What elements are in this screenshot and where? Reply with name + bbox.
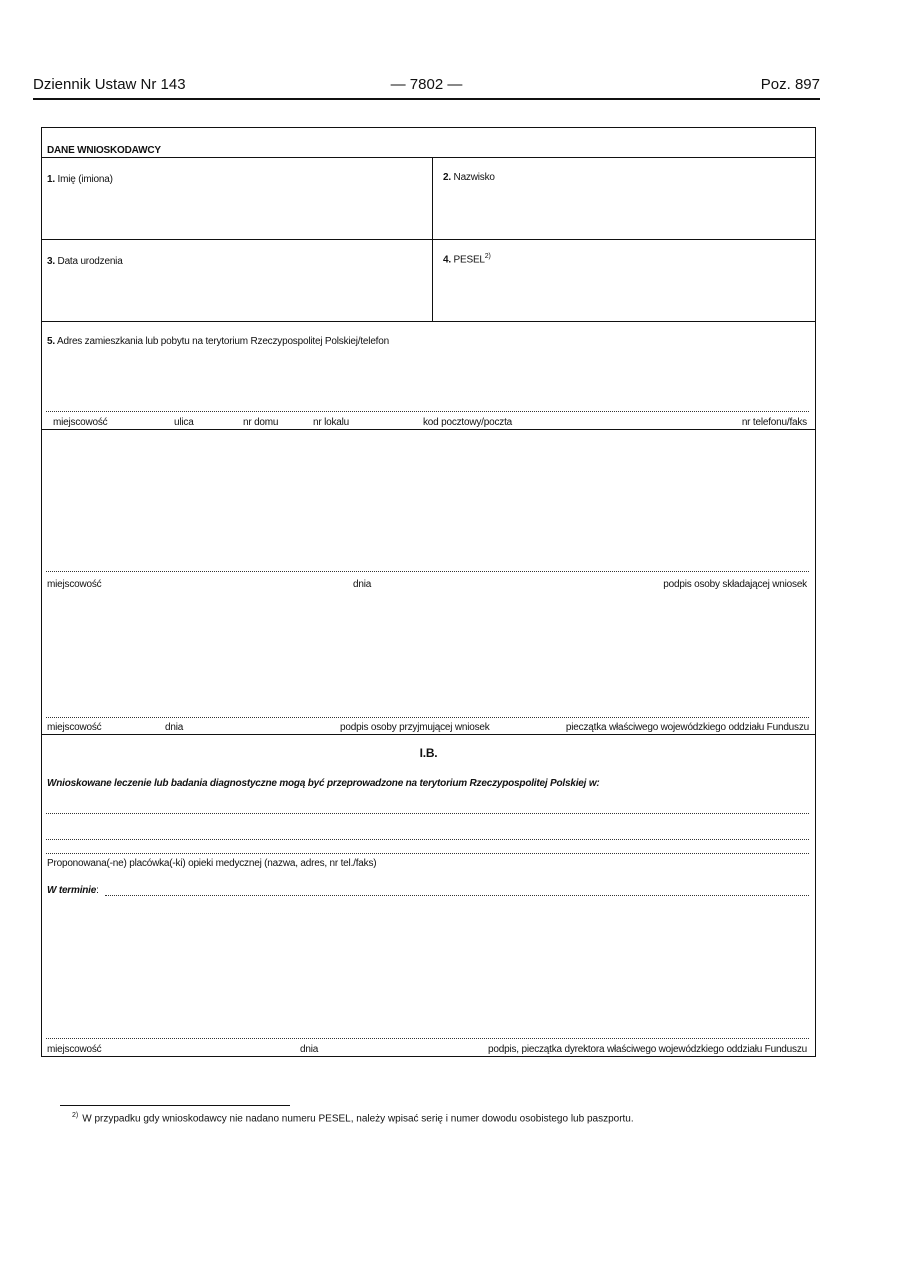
divider xyxy=(42,429,815,430)
term-colon: : xyxy=(96,885,99,896)
director-signature: podpis, pieczątka dyrektora właściwego wojewódzkiego oddziału Funduszu xyxy=(488,1044,807,1055)
field-number: 1. xyxy=(47,174,55,185)
page-header xyxy=(33,76,820,100)
term-field[interactable] xyxy=(47,885,99,896)
divider xyxy=(42,157,815,158)
field-pesel[interactable] xyxy=(443,253,491,265)
address-col-street: ulica xyxy=(174,417,194,428)
applicant-sign-date: dnia xyxy=(353,579,372,590)
position-number: Poz. 897 xyxy=(760,76,820,93)
field-label: Adres zamieszkania lub pobytu na terytorium Rzeczypospolitej Polskiej/telefon xyxy=(56,336,389,347)
address-col-place: miejscowość xyxy=(53,417,108,428)
facility-label: Proponowana(-ne) placówka(-ki) opieki medycznej (nazwa, adres, nr tel./faks) xyxy=(47,858,377,869)
divider xyxy=(42,321,815,322)
page-number: — 7802 — xyxy=(390,76,463,93)
application-form xyxy=(41,127,816,1057)
address-col-flat: nr lokalu xyxy=(313,417,349,428)
field-number: 2. xyxy=(443,172,451,183)
address-dotted-line xyxy=(46,411,809,412)
applicant-signature: podpis osoby składającej wniosek xyxy=(663,579,807,590)
field-label: Nazwisko xyxy=(453,172,495,183)
field-birth-date[interactable] xyxy=(47,256,123,267)
address-col-house: nr domu xyxy=(243,417,279,428)
footnote-mark: 2) xyxy=(72,1112,79,1119)
ib-statement: Wnioskowane leczenie lub badania diagnostyczne mogą być przeprowadzone na terytorium Rzeczypospolitej Polskiej w: xyxy=(47,778,600,789)
applicant-sign-place: miejscowość xyxy=(47,579,102,590)
field-number: 3. xyxy=(47,256,55,267)
term-label: W terminie xyxy=(47,885,97,896)
section-title-applicant: DANE WNIOSKODAWCY xyxy=(47,145,161,156)
term-dotted-line[interactable] xyxy=(105,895,809,896)
section-title-ib: I.B. xyxy=(419,746,438,760)
director-sign-date: dnia xyxy=(300,1044,319,1055)
ib-dotted-line-2[interactable] xyxy=(46,839,809,840)
field-number: 5. xyxy=(47,336,55,347)
footnote-separator xyxy=(60,1105,290,1106)
signature-dotted-line xyxy=(46,1038,809,1039)
footnote-text: W przypadku gdy wnioskodawcy nie nadano numeru PESEL, należy wpisać serię i numer dowodu osobistego lub paszportu. xyxy=(82,1113,634,1125)
director-sign-place: miejscowość xyxy=(47,1044,102,1055)
signature-dotted-line xyxy=(46,717,809,718)
field-address[interactable] xyxy=(47,336,389,347)
journal-title: Dziennik Ustaw Nr 143 xyxy=(33,76,186,93)
receiver-signature: podpis osoby przyjmującej wniosek xyxy=(340,722,490,733)
divider xyxy=(42,734,815,735)
footnote xyxy=(72,1112,634,1124)
ib-dotted-line-3[interactable] xyxy=(46,853,809,854)
signature-dotted-line xyxy=(46,571,809,572)
divider xyxy=(42,239,815,240)
address-col-postal: kod pocztowy/poczta xyxy=(423,417,513,428)
field-label: PESEL xyxy=(453,254,485,266)
field-last-name[interactable] xyxy=(443,172,495,183)
field-label: Data urodzenia xyxy=(57,256,123,267)
address-col-phone: nr telefonu/faks xyxy=(741,417,807,428)
field-first-name[interactable] xyxy=(47,174,113,185)
ib-dotted-line-1[interactable] xyxy=(46,813,809,814)
field-label: Imię (imiona) xyxy=(57,174,113,185)
footnote-ref: 2) xyxy=(484,253,491,260)
receiver-sign-place: miejscowość xyxy=(47,722,102,733)
field-number: 4. xyxy=(443,254,451,266)
receiver-stamp: pieczątka właściwego wojewódzkiego oddziału Funduszu xyxy=(565,722,809,733)
receiver-sign-date: dnia xyxy=(165,722,184,733)
